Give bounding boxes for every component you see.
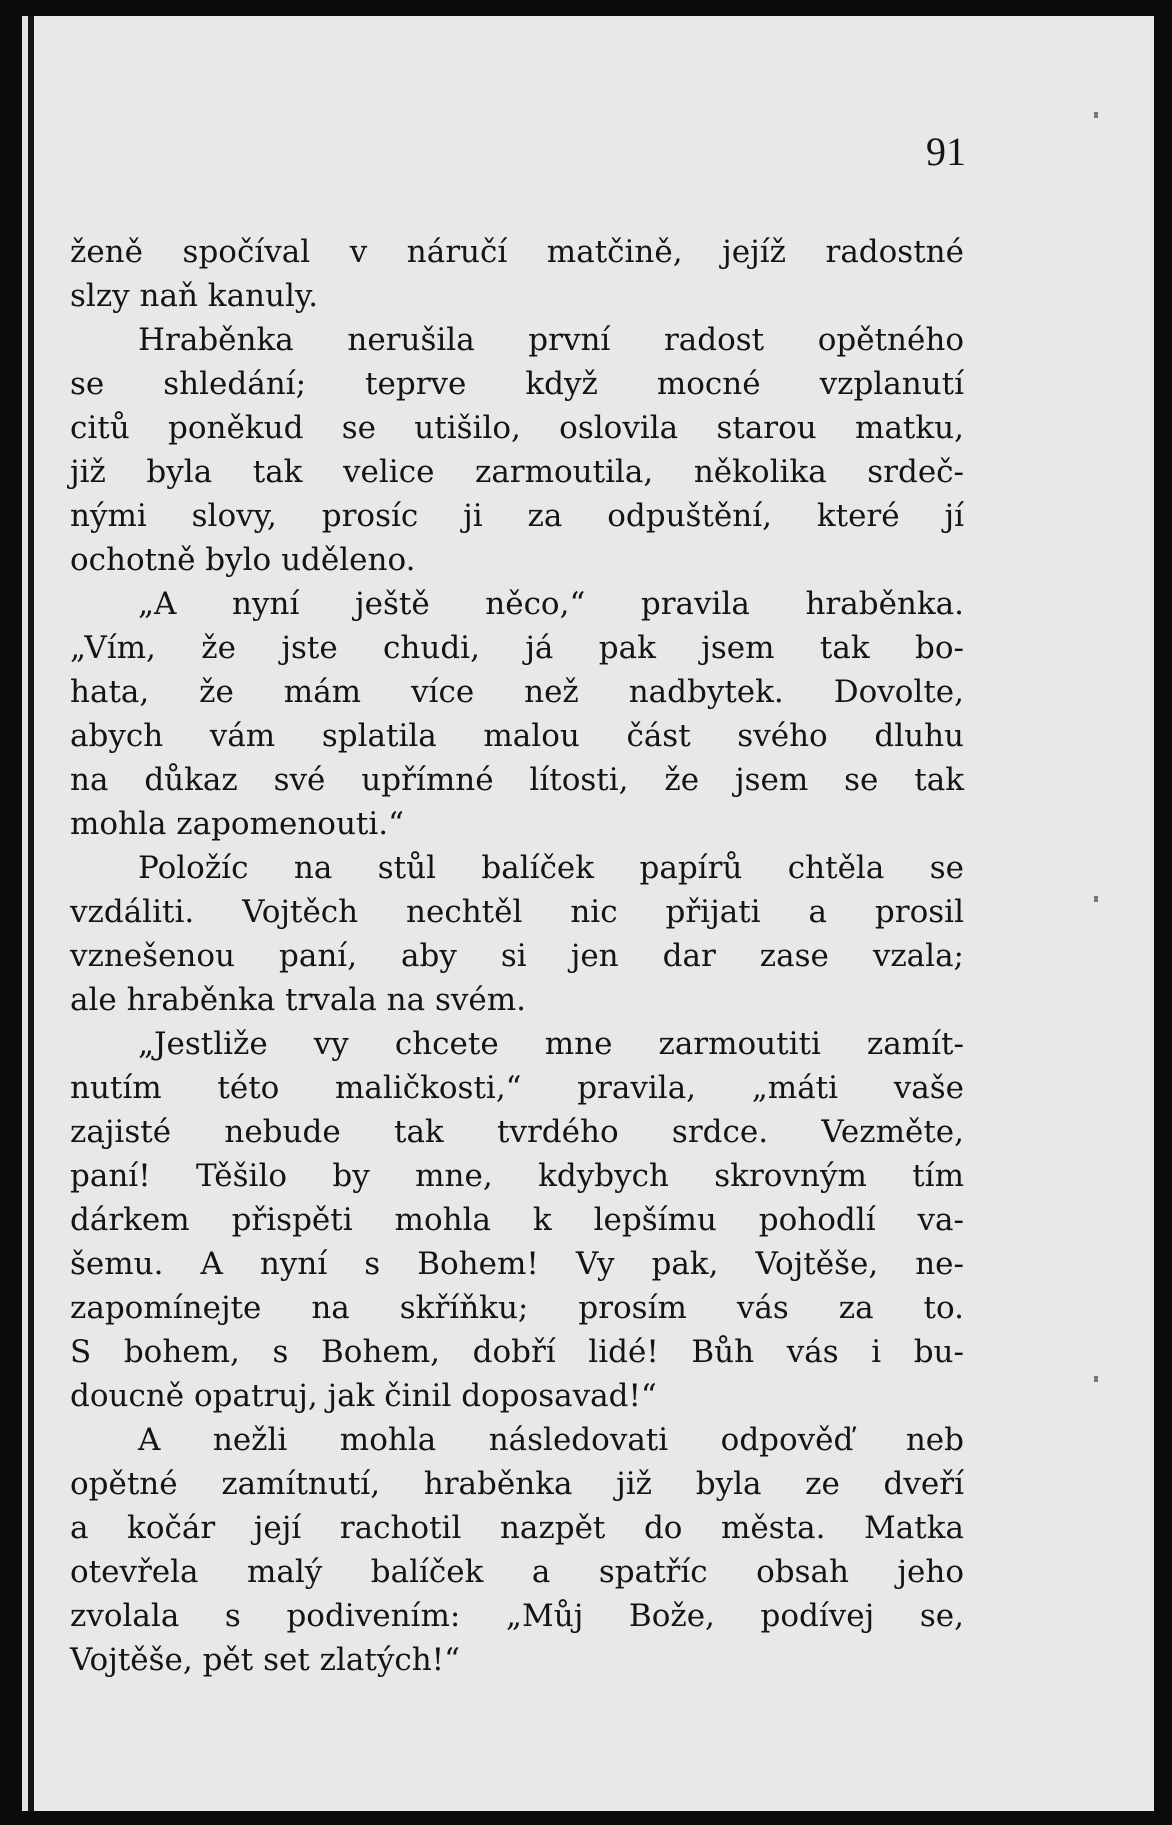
page-number: 91 [926,129,966,174]
text-line: hata, že mám více než nadbytek. Dovolte, [70,674,964,710]
speck [1094,896,1098,902]
text-line: „A nyní ještě něco,“ pravila hraběnka. [138,586,964,622]
text-line: paní! Těšilo by mne, kdybych skrovným tím [70,1158,964,1194]
text-line: citů poněkud se utišilo, oslovila starou matku, [70,410,964,446]
text-line: „Jestliže vy chcete mne zarmoutiti zamít- [138,1026,964,1062]
book-page [34,16,1154,1811]
text-line: již byla tak velice zarmoutila, několika srdeč- [70,454,964,490]
text-line: otevřela malý balíček a spatříc obsah jeho [70,1554,964,1590]
text-line: ochotně bylo uděleno. [70,542,416,578]
text-line: a kočár její rachotil nazpět do města. Matka [70,1510,964,1546]
speck [1094,112,1098,118]
text-line: dárkem přispěti mohla k lepšímu pohodlí va- [70,1202,964,1238]
text-line: slzy naň kanuly. [70,278,319,314]
text-line: A nežli mohla následovati odpověď neb [138,1422,964,1458]
text-line: zajisté nebude tak tvrdého srdce. Vezměte, [70,1114,964,1150]
text-line: nutím této maličkosti,“ pravila, „máti vaše [70,1070,964,1106]
text-line: S bohem, s Bohem, dobří lidé! Bůh vás i bu- [70,1334,964,1370]
text-line: doucně opatruj, jak činil doposavad!“ [70,1378,657,1414]
text-line: šemu. A nyní s Bohem! Vy pak, Vojtěše, ne- [70,1246,964,1282]
text-line: nými slovy, prosíc ji za odpuštění, které jí [70,498,964,534]
text-line: Položíc na stůl balíček papírů chtěla se [138,850,964,886]
text-line: „Vím, že jste chudi, já pak jsem tak bo- [70,630,964,666]
body-text [70,230,964,1682]
speck [1094,1376,1098,1382]
text-line: mohla zapomenouti.“ [70,806,405,842]
text-line: zvolala s podivením: „Můj Bože, podívej se, [70,1598,964,1634]
text-line: vzdáliti. Vojtěch nechtěl nic přijati a prosil [70,894,964,930]
text-line: zapomínejte na skříňku; prosím vás za to. [70,1290,964,1326]
text-line: opětné zamítnutí, hraběnka již byla ze dveří [70,1466,964,1502]
text-line: abych vám splatila malou část svého dluhu [70,718,964,754]
text-line: Hraběnka nerušila první radost opětného [138,322,964,358]
text-line: na důkaz své upřímné lítosti, že jsem se tak [70,762,964,798]
text-line: ženě spočíval v náručí matčině, jejíž radostné [70,234,964,270]
text-line: ale hraběnka trvala na svém. [70,982,526,1018]
text-line: se shledání; teprve když mocné vzplanutí [70,366,964,402]
text-line: vznešenou paní, aby si jen dar zase vzala; [70,938,964,974]
text-line: Vojtěše, pět set zlatých!“ [70,1642,460,1678]
